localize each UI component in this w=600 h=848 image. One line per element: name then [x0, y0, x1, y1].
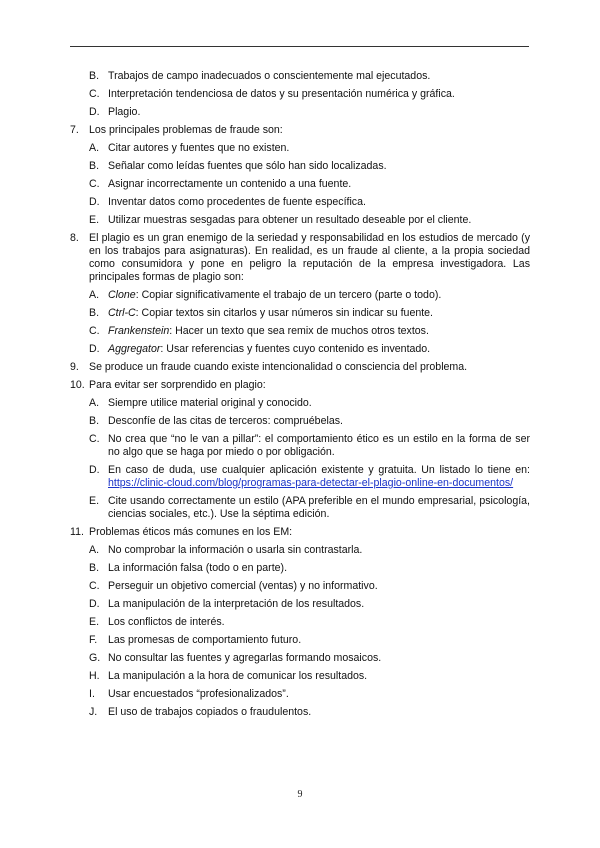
- item-text: No crea que “no le van a pillar”: el comportamiento ético es un estilo en la forma de ser no algo que se haga por miedo o por obligación.: [108, 433, 530, 458]
- list-item: [70, 289, 530, 302]
- list-item: [70, 598, 530, 611]
- item-text: No consultar las fuentes y agregarlas formando mosaicos.: [108, 652, 382, 664]
- item-text: [108, 343, 530, 356]
- list-item: [70, 397, 530, 410]
- item-letter: C.: [89, 433, 100, 445]
- item-letter: C.: [89, 325, 100, 337]
- list-item: [70, 433, 530, 459]
- list-item: [70, 495, 530, 521]
- list-item: [70, 415, 530, 428]
- item-letter: D.: [89, 196, 100, 208]
- item-text: Inventar datos como procedentes de fuente específica.: [108, 196, 366, 208]
- question-text: Problemas éticos más comunes en los EM:: [89, 526, 293, 538]
- list-item: [70, 580, 530, 593]
- item-letter: E.: [89, 616, 100, 628]
- item-letter: A.: [89, 289, 100, 301]
- term-definition: : Copiar significativamente el trabajo de un tercero (parte o todo).: [135, 289, 442, 301]
- plagiarism-term: Aggregator: [108, 343, 161, 355]
- item-letter: I.: [89, 688, 95, 700]
- item-text: La información falsa (todo o en parte).: [108, 562, 288, 574]
- list-item: [70, 706, 530, 719]
- item-letter: D.: [89, 106, 100, 118]
- list-item: [70, 214, 530, 227]
- question-number: 10.: [70, 379, 85, 391]
- plagiarism-term: Ctrl-C: [108, 307, 136, 319]
- list-item: [70, 652, 530, 665]
- item-text: La manipulación a la hora de comunicar los resultados.: [108, 670, 368, 682]
- question-number: 9.: [70, 361, 79, 373]
- list-item: [70, 178, 530, 191]
- item-text: La manipulación de la interpretación de los resultados.: [108, 598, 365, 610]
- list-item: [70, 562, 530, 575]
- list-item: [70, 142, 530, 155]
- item-text: [108, 464, 530, 490]
- item-letter: E.: [89, 214, 100, 226]
- list-item: [70, 88, 530, 101]
- item-text: Los conflictos de interés.: [108, 616, 225, 628]
- item-text: Desconfíe de las citas de terceros: compruébelas.: [108, 415, 343, 427]
- list-item: [70, 616, 530, 629]
- plagiarism-term: Clone: [108, 289, 136, 301]
- list-item: [70, 670, 530, 683]
- question-9: [70, 361, 530, 374]
- list-item: [70, 634, 530, 647]
- item-text: Las promesas de comportamiento futuro.: [108, 634, 302, 646]
- list-item: [70, 688, 530, 701]
- item-letter: C.: [89, 580, 100, 592]
- item-text: Trabajos de campo inadecuados o conscientemente mal ejecutados.: [108, 70, 431, 82]
- item-letter: A.: [89, 544, 100, 556]
- item-letter: B.: [89, 415, 100, 427]
- question-text: Se produce un fraude cuando existe intencionalidad o consciencia del problema.: [89, 361, 468, 373]
- question-number: 8.: [70, 232, 79, 244]
- question-8: [70, 232, 530, 284]
- item-text-lead: En caso de duda, use cualquier aplicación existente y gratuita. Un listado lo tiene en:: [108, 464, 530, 476]
- item-letter: G.: [89, 652, 101, 664]
- header-rule: [70, 46, 529, 47]
- list-item: [70, 544, 530, 557]
- list-item: [70, 464, 530, 490]
- item-letter: F.: [89, 634, 98, 646]
- item-letter: J.: [89, 706, 98, 718]
- item-text: Usar encuestados “profesionalizados”.: [108, 688, 289, 700]
- question-7: [70, 124, 530, 137]
- item-text: Citar autores y fuentes que no existen.: [108, 142, 290, 154]
- item-text: Plagio.: [108, 106, 141, 118]
- item-letter: B.: [89, 307, 100, 319]
- item-text: Utilizar muestras sesgadas para obtener un resultado deseable por el cliente.: [108, 214, 472, 226]
- list-item: [70, 325, 530, 338]
- item-text: El uso de trabajos copiados o fraudulentos.: [108, 706, 312, 718]
- plagiarism-term: Frankenstein: [108, 325, 170, 337]
- term-definition: : Usar referencias y fuentes cuyo contenido es inventado.: [160, 343, 431, 355]
- item-letter: C.: [89, 88, 100, 100]
- term-definition: : Copiar textos sin citarlos y usar números sin indicar su fuente.: [135, 307, 434, 319]
- plagiarism-tools-link[interactable]: https://clinic-cloud.com/blog/programas-para-detectar-el-plagio-online-en-documentos/: [108, 477, 514, 489]
- item-letter: A.: [89, 397, 100, 409]
- item-letter: E.: [89, 495, 100, 507]
- question-text: Los principales problemas de fraude son:: [89, 124, 283, 136]
- item-letter: H.: [89, 670, 100, 682]
- list-item: [70, 106, 530, 119]
- question-number: 7.: [70, 124, 79, 136]
- list-item: [70, 307, 530, 320]
- item-text: [108, 289, 530, 302]
- item-letter: B.: [89, 562, 100, 574]
- item-letter: D.: [89, 598, 100, 610]
- item-text: [108, 307, 530, 320]
- item-letter: A.: [89, 142, 100, 154]
- item-text: Señalar como leídas fuentes que sólo han sido localizadas.: [108, 160, 387, 172]
- question-11: [70, 526, 530, 539]
- item-text: No comprobar la información o usarla sin contrastarla.: [108, 544, 363, 556]
- item-text: Perseguir un objetivo comercial (ventas) y no informativo.: [108, 580, 378, 592]
- item-letter: D.: [89, 464, 100, 476]
- list-item: [70, 160, 530, 173]
- item-text: Cite usando correctamente un estilo (APA preferible en el mundo empresarial, psicología, ciencias sociales, etc.). Use la séptima edición.: [108, 495, 530, 520]
- item-letter: B.: [89, 70, 100, 82]
- page-content: [70, 70, 530, 719]
- item-text: Interpretación tendenciosa de datos y su presentación numérica y gráfica.: [108, 88, 455, 100]
- item-letter: C.: [89, 178, 100, 190]
- continued-list: [70, 70, 530, 119]
- question-number: 11.: [70, 526, 84, 538]
- list-item: [70, 70, 530, 83]
- item-text: Siempre utilice material original y conocido.: [108, 397, 312, 409]
- question-text: El plagio es un gran enemigo de la seriedad y responsabilidad en los estudios de mercado (y en los trabajos para asignaturas). En realidad, es un fraude al cliente, a la propia sociedad como consumidora y pone en peligro la reputación de la empresa investigadora. Las principales formas de plagio son:: [89, 232, 530, 283]
- term-definition: : Hacer un texto que sea remix de muchos otros textos.: [169, 325, 429, 337]
- question-text: Para evitar ser sorprendido en plagio:: [89, 379, 266, 391]
- list-item: [70, 343, 530, 356]
- item-letter: D.: [89, 343, 100, 355]
- item-text: [108, 325, 530, 338]
- item-text: Asignar incorrectamente un contenido a una fuente.: [108, 178, 352, 190]
- question-10: [70, 379, 530, 392]
- page-number: 9: [297, 789, 303, 800]
- list-item: [70, 196, 530, 209]
- item-letter: B.: [89, 160, 100, 172]
